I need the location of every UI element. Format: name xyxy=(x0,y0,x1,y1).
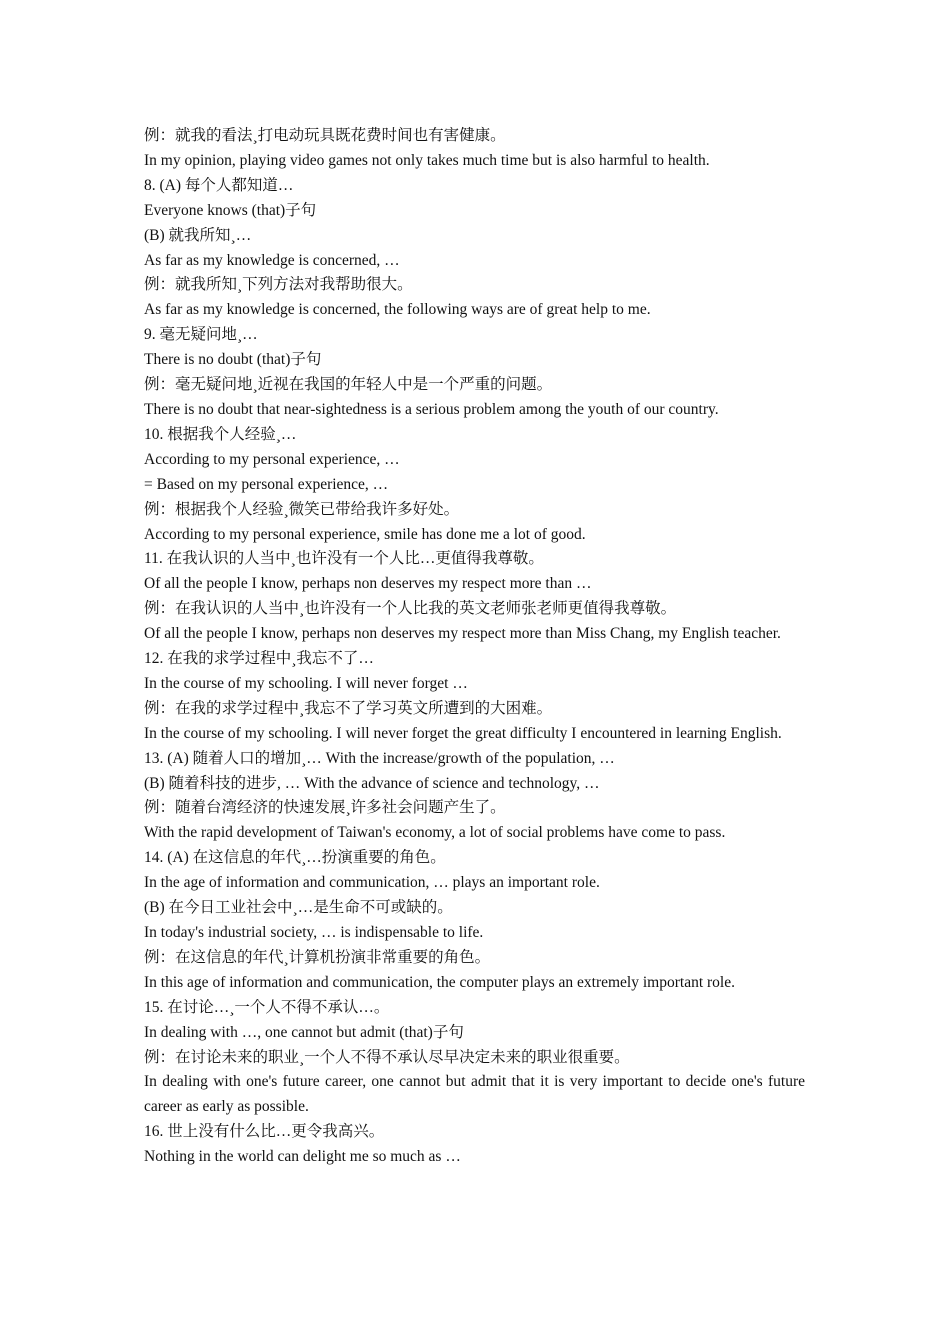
text-line: 11. 在我认识的人当中¸也许没有一个人比…更值得我尊敬。 xyxy=(144,550,544,568)
text-line: According to my personal experience, smile has done me a lot of good. xyxy=(144,525,586,543)
text-line: 例：在讨论未来的职业¸一个人不得不承认尽早决定未来的职业很重要。 xyxy=(144,1048,630,1066)
text-line: As far as my knowledge is concerned, … xyxy=(144,251,400,269)
text-line: 8. (A) 每个人都知道… xyxy=(144,176,294,194)
text-line: Of all the people I know, perhaps non deserves my respect more than Miss Chang, my English teacher. xyxy=(144,625,781,643)
text-line: Nothing in the world can delight me so much as … xyxy=(144,1148,461,1166)
text-line: 13. (A) 随着人口的增加¸… With the increase/growth of the population, … xyxy=(144,749,615,767)
text-line: In today's industrial society, … is indispensable to life. xyxy=(144,924,484,941)
text-line: 15. 在讨论…¸一个人不得不承认…。 xyxy=(144,998,390,1016)
text-line: 例：随着台湾经济的快速发展¸许多社会问题产生了。 xyxy=(144,799,506,817)
text-line: 14. (A) 在这信息的年代¸…扮演重要的角色。 xyxy=(144,849,446,867)
text-line: Of all the people I know, perhaps non deserves my respect more than … xyxy=(144,575,592,593)
text-line: 例：根据我个人经验¸微笑已带给我许多好处。 xyxy=(144,500,460,518)
text-line: 16. 世上没有什么比…更令我高兴。 xyxy=(144,1123,385,1141)
text-line: 9. 毫无疑问地¸… xyxy=(144,326,258,344)
text-line: (B) 就我所知¸… xyxy=(144,226,252,244)
text-line: 例：在我认识的人当中¸也许没有一个人比我的英文老师张老师更值得我尊敬。 xyxy=(144,600,677,618)
text-line: In the course of my schooling. I will never forget … xyxy=(144,674,468,692)
text-line: In the course of my schooling. I will never forget the great difficulty I encountered in learning English. xyxy=(144,724,782,742)
text-line: There is no doubt that near-sightedness is a serious problem among the youth of our country. xyxy=(144,400,719,418)
text-line: 例：在我的求学过程中¸我忘不了学习英文所遭到的大困难。 xyxy=(144,699,553,717)
text-line: In my opinion, playing video games not only takes much time but is also harmful to health. xyxy=(144,151,710,169)
text-line: 例：毫无疑问地¸近视在我国的年轻人中是一个严重的问题。 xyxy=(144,376,553,394)
text-line: = Based on my personal experience, … xyxy=(144,475,389,493)
text-line: According to my personal experience, … xyxy=(144,450,400,468)
text-line: 例：就我所知¸下列方法对我帮助很大。 xyxy=(144,276,413,294)
text-line: 例：在这信息的年代¸计算机扮演非常重要的角色。 xyxy=(144,948,491,966)
text-line: There is no doubt (that)子句 xyxy=(144,351,322,369)
document-page xyxy=(144,124,805,1170)
text-line: 10. 根据我个人经验¸… xyxy=(144,425,297,443)
text-line: With the rapid development of Taiwan's economy, a lot of social problems have come to pass. xyxy=(144,824,726,842)
text-line: (B) 在今日工业社会中¸…是生命不可或缺的。 xyxy=(144,899,453,917)
text-line: In this age of information and communication, the computer plays an extremely important role. xyxy=(144,973,735,991)
text-line: As far as my knowledge is concerned, the following ways are of great help to me. xyxy=(144,301,651,319)
text-line: 12. 在我的求学过程中¸我忘不了… xyxy=(144,650,374,668)
text-line: 例：就我的看法¸打电动玩具既花费时间也有害健康。 xyxy=(144,127,506,144)
text-line: In dealing with one's future career, one cannot but admit that it is very important to decide one's future career as early as possible. xyxy=(144,1073,805,1116)
text-line: In dealing with …, one cannot but admit (that)子句 xyxy=(144,1023,464,1041)
text-line: Everyone knows (that)子句 xyxy=(144,201,317,219)
text-line: In the age of information and communication, … plays an important role. xyxy=(144,874,600,892)
text-line: (B) 随着科技的进步, … With the advance of science and technology, … xyxy=(144,774,600,792)
